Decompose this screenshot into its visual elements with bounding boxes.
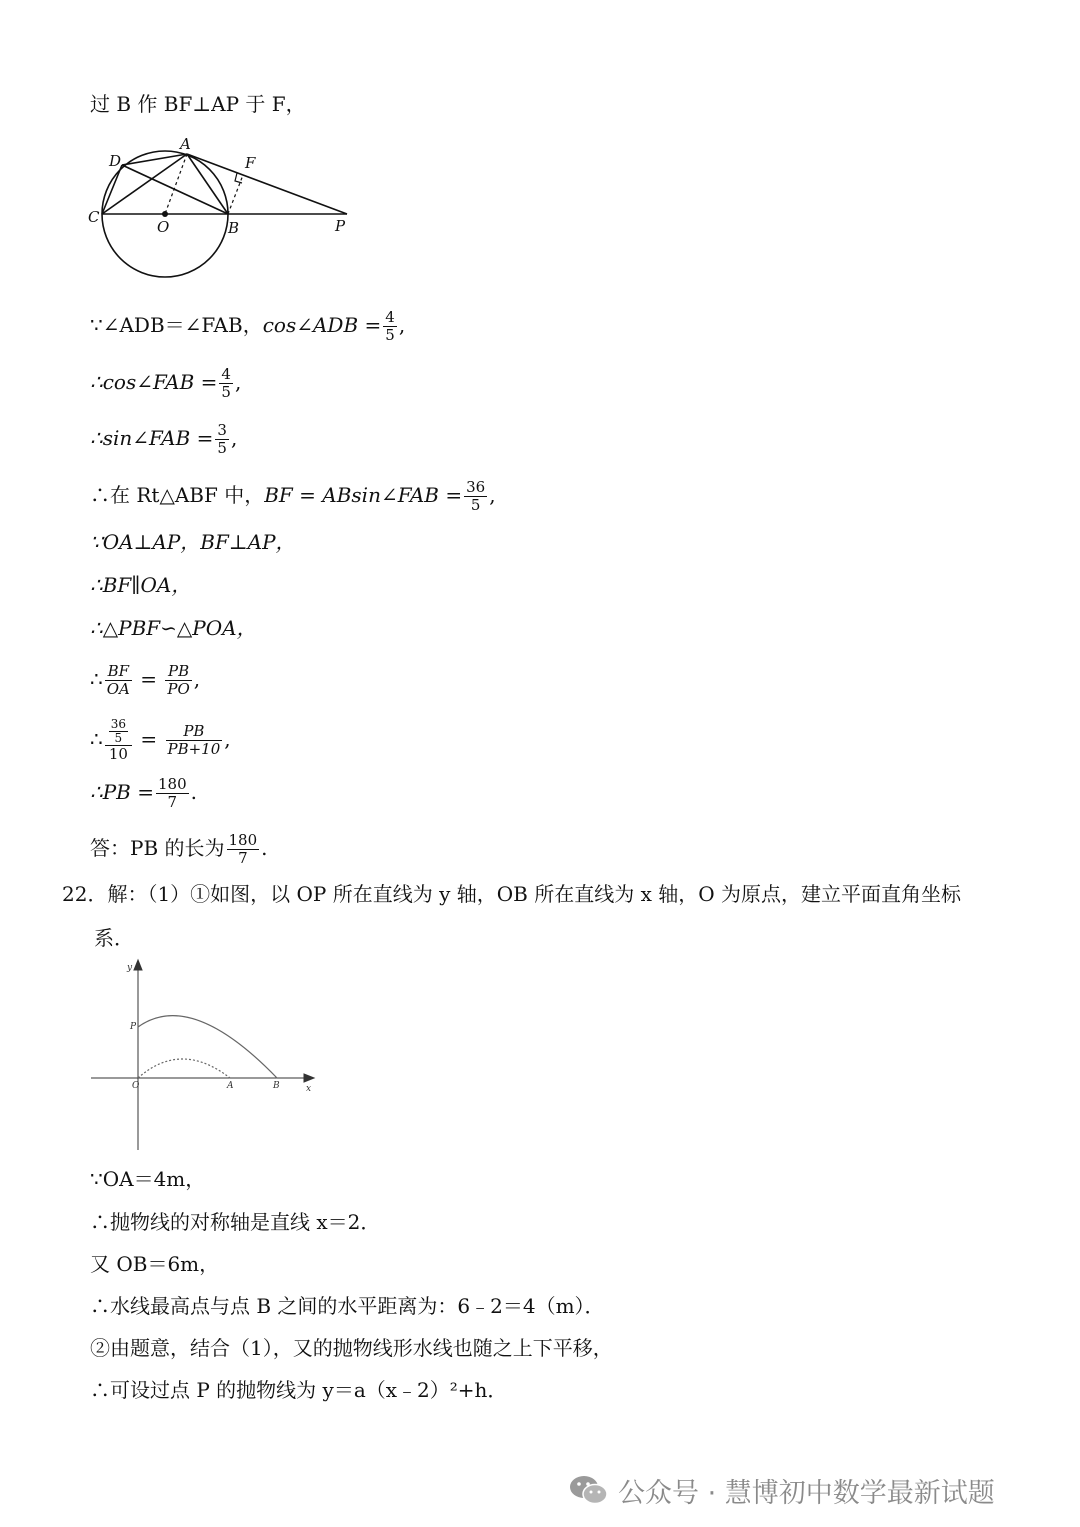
label-f: F [245, 154, 256, 172]
text-line-answer: 答：PB 的长为 $\frac{180}{7}$ . [90, 831, 268, 867]
line-oa-dashed [165, 154, 187, 214]
label-b: B [228, 219, 240, 237]
label-y: y [127, 963, 133, 973]
label-d: D [109, 152, 122, 170]
wechat-icon [568, 1472, 610, 1508]
parabola-figure [88, 958, 328, 1153]
text-line-axis-symmetry: ∴抛物线的对称轴是直线 x＝2． [90, 1210, 381, 1234]
circle-geometry-figure [85, 135, 355, 280]
label-p2: P [130, 1022, 137, 1032]
y-axis-arrow [134, 960, 142, 970]
text-line-perpendicular: ∵OA⊥AP，BF⊥AP， [90, 530, 296, 554]
label-b2: B [273, 1081, 280, 1091]
text-line-pb-result: ∴PB = $\frac{180}{7}$ . [90, 775, 197, 811]
label-p: P [335, 217, 346, 235]
text-line-translation: ②由题意，结合（1），又的抛物线形水线也随之上下平移， [90, 1336, 613, 1360]
text-line-construct-bf: 过 B 作 BF⊥AP 于 F， [90, 92, 306, 116]
label-x: x [306, 1084, 312, 1094]
label-c: C [88, 208, 100, 226]
label-o2: O [132, 1081, 140, 1091]
text-line-similar: ∴△PBF∽△POA， [90, 616, 257, 640]
parabola-dotted [138, 1059, 230, 1078]
center-point-o [162, 211, 168, 217]
text-line-ob: 又 OB＝6m， [90, 1252, 220, 1276]
line-ap [187, 154, 347, 214]
watermark-text: 公众号 · 慧博初中数学最新试题 [618, 1477, 995, 1509]
text-line-bf-length: ∴在 Rt△ABF 中，BF = ABsin∠FAB = $\frac{36}{5}$ , [90, 478, 496, 514]
text-line-parabola-form: ∴可设过点 P 的抛物线为 y＝a（x﹣2）²+h． [90, 1378, 508, 1402]
text-line-oa: ∵OA＝4m， [90, 1167, 206, 1191]
text-line-ratio: ∴ $\frac{BF}{OA}$ = $\frac{PB}{PO}$ , [90, 662, 201, 698]
text-line-distance: ∴水线最高点与点 B 之间的水平距离为：6﹣2＝4（m）． [90, 1294, 605, 1318]
line-da [122, 154, 187, 165]
text-line-angle-equal: ∵∠ADB＝∠FAB，cos∠ADB = $\frac{4}{5}$ , [90, 308, 406, 344]
text-line-cos-fab: ∴cos∠FAB = $\frac{4}{5}$ , [90, 365, 242, 401]
label-o: O [157, 218, 170, 236]
x-axis-arrow [304, 1074, 314, 1082]
parabola-solid [138, 1016, 277, 1078]
text-line-problem-22: 22．解：（1）①如图，以 OP 所在直线为 y 轴，OB 所在直线为 x 轴，O 为原点，建立平面直角坐标 [62, 882, 961, 906]
text-line-sin-fab: ∴sin∠FAB = $\frac{3}{5}$ , [90, 421, 238, 457]
label-a: A [180, 135, 191, 153]
text-line-problem-22-cont: 系． [94, 926, 134, 950]
watermark [568, 1465, 1058, 1515]
label-a2: A [227, 1081, 234, 1091]
text-line-substitute: ∴ $\frac{\frac{36}{5}}{10}$ = $\frac{PB}{PB+10}$ , [90, 717, 231, 763]
text-line-parallel: ∴BF∥OA， [90, 573, 192, 597]
